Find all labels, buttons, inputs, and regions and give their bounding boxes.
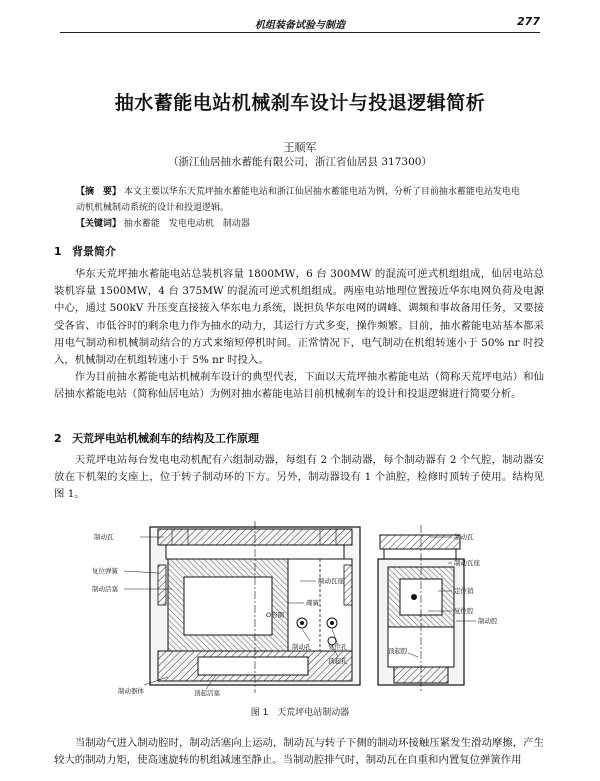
label-jack-chamber: 顶起腔	[388, 647, 408, 655]
section-1-paragraph-1: 华东天荒坪抽水蓄能电站总装机容量 1800MW，6 台 300MW 的混流可逆式机组组成，仙居电站总装机容量 1500MW，4 台 375MW 的混流可逆式机组组成。两座电站地理位置接近华东电网负荷及电源中心，通过 500kV 升压变直接接入华东电力系统，既担负华东电网的调峰、调频和事故备用任务，又要接受各省、市低谷时的剩余电力作为抽水的动力，其运行方式多变，操作频繁。目前，抽水蓄能电站基本都采用电气制动和机械制动结合的方式来缩短停机时间。正常情况下，电气制动在机组转速小于 50% nr 时投入，机械制动在机组转速小于 5% nr 时投入。	[54, 268, 544, 367]
label-brake-chamber: 制动腔	[478, 617, 498, 625]
running-header	[60, 14, 540, 30]
label-brake-shoe-right: 制动瓦	[454, 533, 474, 541]
label-jack-piston: 顶起活塞	[194, 689, 220, 697]
keywords-label: 【关键词】	[76, 219, 122, 229]
label-return-chamber: 复位腔	[454, 607, 474, 615]
label-brake-port: 制动孔	[292, 643, 312, 651]
section-2-title: 天荒坪电站机械刹车的结构及工作原理	[72, 432, 259, 445]
abstract	[76, 184, 538, 232]
label-brake-base-right: 制动瓦座	[454, 559, 480, 567]
label-jack-port: 顶起孔	[328, 657, 348, 665]
section-2-paragraph: 天荒坪电站每台发电电动机配有六组制动器，每组有 2 个制动器，每个制动器有 2 个气腔，制动器安放在下机架的支座上，位于转子制动环的下方。另外，制动器设有 1 个油腔，检修时顶转子使用。结构见图 1。	[54, 454, 544, 501]
brake-drawing	[88, 517, 518, 697]
abstract-label: 【摘 要】	[76, 187, 122, 197]
label-brake-body: 制动器体	[118, 687, 144, 695]
figure-caption: 图 1 天荒坪电站制动器	[250, 708, 350, 718]
running-title: 机组装备试验与制造	[255, 20, 345, 31]
abstract-text-2: 动机机械制动系统的设计和投退逻辑。	[76, 203, 230, 213]
section-1-body	[54, 266, 544, 404]
author: 王顺军	[283, 141, 317, 154]
section-2-body	[54, 452, 544, 504]
label-spring-washer: 碟簧	[306, 599, 319, 607]
section-2-heading	[54, 430, 259, 446]
label-brake-piston: 制动活塞	[92, 585, 118, 593]
label-return-port: 复位孔	[328, 643, 348, 651]
label-locating-pin: 定位销	[454, 587, 474, 595]
section-1-paragraph-2: 作为目前抽水蓄能电站机械刹车设计的典型代表，下面以天荒坪抽水蓄能电站（简称天荒坪电站）和仙居抽水蓄能电站（简称仙居电站）为例对抽水蓄能电站目前机械刹车的设计和投退逻辑进行简要分析。	[54, 371, 544, 401]
section-2-number: 2	[54, 432, 62, 445]
label-brake-base: 制动瓦座	[318, 577, 344, 585]
brake-left-view	[150, 521, 360, 693]
section-1-heading	[54, 243, 116, 259]
after-figure-body	[54, 735, 544, 769]
affiliation: （浙江仙居抽水蓄能有限公司，浙江省仙居县 317300）	[168, 156, 432, 168]
brake-right-view	[378, 525, 464, 693]
header-rule	[60, 32, 540, 33]
label-return-spring: 复位弹簧	[92, 567, 118, 575]
paper-title: 抽水蓄能电站机械刹车设计与投退逻辑简析	[114, 92, 486, 114]
page-number: 277	[517, 15, 540, 28]
section-1-title: 背景简介	[72, 245, 116, 258]
label-brake-shoe-left: 制动瓦	[94, 533, 114, 541]
keywords: 抽水蓄能 发电电动机 制动器	[123, 219, 250, 229]
label-o-ring: O形圈	[266, 611, 285, 619]
abstract-text-1: 本文主要以华东天荒坪抽水蓄能电站和浙江仙居抽水蓄能电站为例，分析了目前抽水蓄能电站发电电	[123, 187, 520, 197]
section-1-number: 1	[54, 245, 62, 258]
after-figure-paragraph: 当制动气进入制动腔时，制动活塞向上运动，制动瓦与转子下侧的制动环接触压紧发生滑动摩擦，产生较大的制动力矩，使高速旋转的机组减速至静止。当制动腔排气时，制动瓦在自重和内置复位弹簧作用	[54, 737, 544, 767]
